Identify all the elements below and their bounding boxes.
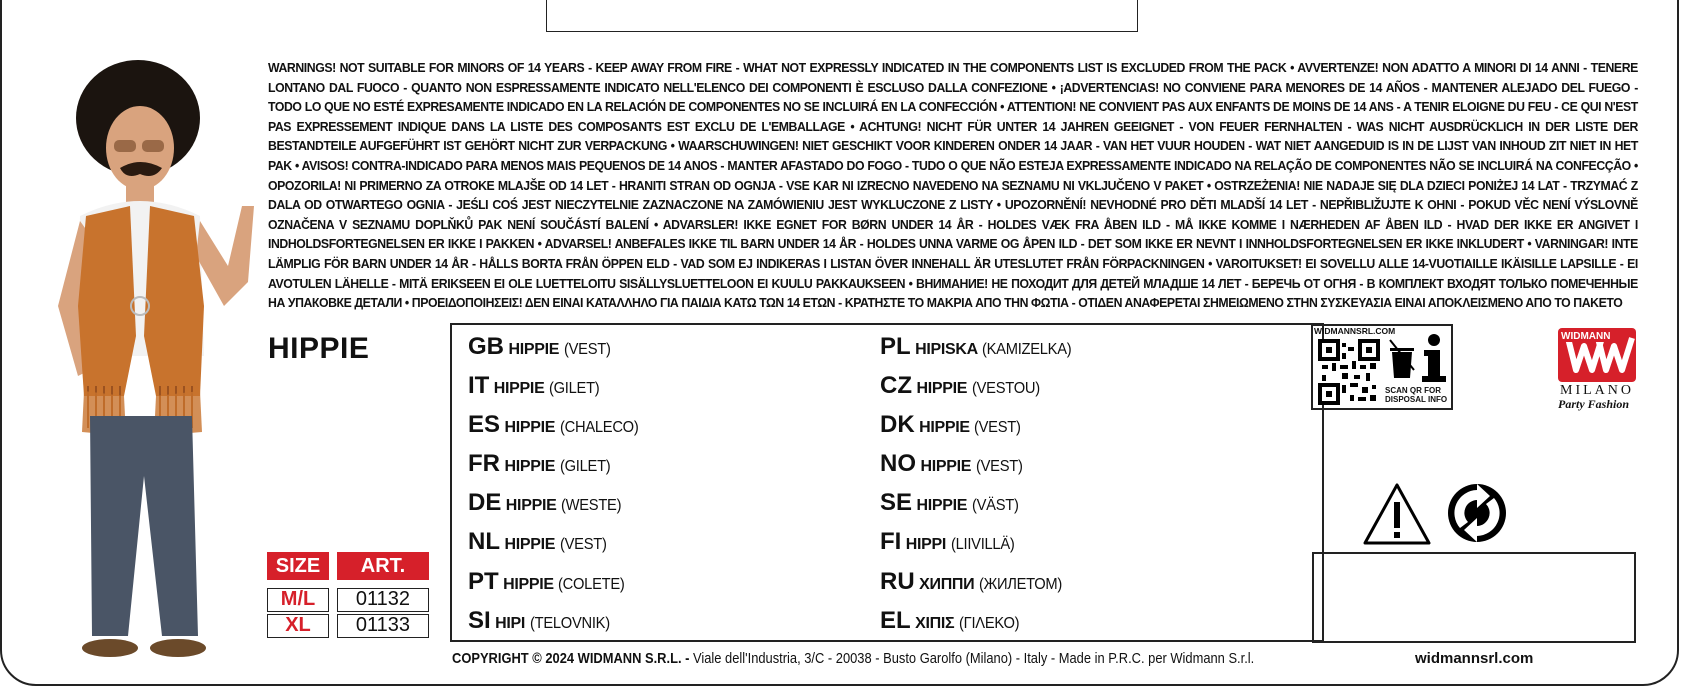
lang-row-nl [468, 528, 610, 556]
company-address: Viale dell'Industria, 3/C - 20038 - Busto Garolfo (Milano) - Italy - Made in P.R.C. per Widmann S.r.l. [689, 650, 1255, 667]
lang-code: NO [880, 450, 916, 477]
lang-item: (GILET) [559, 458, 610, 475]
lang-name: HIPPIE [503, 576, 554, 593]
lang-name: HIPI [495, 615, 526, 632]
logo-city: MILANO [1560, 383, 1634, 398]
lang-row-cz [880, 372, 1045, 400]
lang-row-se [880, 489, 1022, 517]
lang-row-de [468, 489, 626, 517]
lang-name: HIPPIE [504, 419, 556, 436]
logo-tagline: Party Fashion [1558, 397, 1630, 411]
lang-item: (VEST) [559, 536, 607, 553]
lang-code: FR [468, 450, 500, 477]
qr-site-label: WIDMANNSRL.COM [1314, 326, 1396, 336]
art-value: 01132 [337, 588, 429, 612]
qr-scan-text: SCAN QR FOR DISPOSAL INFO [1385, 386, 1448, 404]
lang-name: ХИППИ [919, 576, 975, 593]
warnings-text: WARNINGS! NOT SUITABLE FOR MINORS OF 14 YEARS - KEEP AWAY FROM FIRE - WHAT NOT EXPRESSLY INDICATED IN THE COMPONENTS LIST IS EXCLUDED FROM THE PACK • AVVERTENZE! NON ADATTO A MINORI DI 14 ANNI - TENERE LONTANO DAL FUOCO - QUANTO NON ESPRESSAMENTE INDICATO NELL'ELENCO DEI COMPONENTI È ESCLUSO DALLA CONFEZIONE • ¡ADVERTENCIAS! NO CONVIENE PARA MENORES DE 14 AÑOS - MANTENER ALEJADO DEL FUEGO - TODO LO QUE NO ESTÉ EXPRESAMENTE INDICADO EN LA RELACIÓN DE COMPONENTES NO SE INCLUIRÁ EN LA CONFECCIÓN • ATTENTION! NE CONVIENT PAS AUX ENFANTS DE MOINS DE 14 ANS - A TENIR ELOIGNE DU FEU - CE QUI N'EST PAS EXPRESSEMENT INDIQUE DANS LA LISTE DES COMPOSANTS EST EXCLU DE L'EMBALLAGE • ACHTUNG! NICHT FÜR UNTER 14 JAHREN GEEIGNET - VON FEUER FERNHALTEN - WAS NICHT AUSDRÜCKLICH IN DER LISTE DER BESTANDTEILE AUFGEFÜHRT IST GEHÖRT NICHT ZUR VERPACKUNG • WAARSCHUWINGEN! NIET GESCHIKT VOOR KINDEREN ONDER 14 JAAR - VAN HET VUUR HOUDEN - WAT NIET AANGEDUID IS IN DE LIJST VAN INHOUD ZIT NIET IN HET PAK • AVISOS! CONTRA-INDICADO PARA MENOS MAIS PEQUENOS DE 14 ANOS - MANTER AFASTADO DO FOGO - TUDO O QUE NÃO ESTEJA EXPRESSAMENTE INDICADO NA RELAÇÃO DE COMPONENTES NÃO SE INCLUIRÁ NA CONFECÇÃO • OPOZORILA! NI PRIMERNO ZA OTROKE MLAJŠE OD 14 LET - HRANITI STRAN OD OGNJA - VSE KAR NI IZRECNO NAVEDENO NA SEZNAMU NI VKLJUČENO V PAKET • OSTRZEŻENIA! NIE NADAJE SIĘ DLA DZIECI PONIŻEJ 14 LAT - TRZYMAĆ Z DALA OD OTWARTEGO OGNIA - JEŚLI COŚ JEST NIECZYTELNIE ZAZNACZONE NA ZAMÓWIENIU JEST WYKLUCZONE Z LISTY • UPOZORNĚNÍ! NEVHODNÉ PRO DĚTI MLADŠÍ 14 LET - NEPŘIBLIŽUJTE K OHNI - POKUD VĚC NENÍ VÝSLOVNĚ OZNAČENA V SEZNAMU DOPLŇKŮ PAK NENÍ SOUČÁSTÍ BALENÍ • ADVARSLER! IKKE EGNET FOR BØRN UNDER 14 ÅR - HOLDES VÆK FRA ÅBEN ILD - MÅ IKKE KOMME I NÆRHEDEN AF ÅBEN ILD - HVAD DER IKKE ER ANGIVET I INDHOLDSFORTEGNELSEN ER IKKE I PAKKEN • ADVARSEL! ANBEFALES IKKE TIL BARN UNDER 14 ÅR - HOLDES UNNA VARME OG ÅPEN ILD - DET SOM IKKE ER NEVNT I INNHOLDSFORTEGNELSEN ER IKKE INKLUDERT • VARNINGAR! INTE LÄMPLIG FÖR BARN UNDER 14 ÅR - HÅLLS BORTA FRÅN ÖPPEN ELD - VAD SOM EJ INDIKERAS I LISTAN ÖVER INNEHALL ÄR UTESLUTET FRÅN FÖRPACKNINGEN • VAROITUKSET! EI SOVELLU ALLE 14-VUOTIAILLE IKÄISILLE LAPSILLE - EI AVOTULEN LÄHELLE - MITÄ ERIKSEEN EI OLE LUETTELOITU SISÄLLYSLUETTELOON EI KUULU PAKKAUKSEEN • ВНИМАНИЕ! НЕ ПОХОДИТ ДЛЯ ДЕТЕЙ МЛАДШЕ 14 ЛЕТ - БЕРЕЧЬ ОТ ОГНЯ - В КОМПЛЕКТ ВХОДЯТ ТОЛЬКО ПОМЕЧЕННЫЕ НА УПАКОВКЕ ДЕТАЛИ • ΠΡΟΕΙΔΟΠΟΙΗΣΕΙΣ! ΔΕΝ ΕΙΝΑΙ ΚΑΤΑΛΛΗΛΟ ΓΙΑ ΠΑΙΔΙΑ ΚΑΤΩ ΤΩΝ 14 ΕΤΩΝ - ΚΡΑΤΗΣΤΕ ΤΟ ΜΑΚΡΙΑ ΑΠΟ ΤΗΝ ΦΩΤΙΑ - ΟΤΙΔΕΝ ΑΝΑΦΕΡΕΤΑΙ ΣΗΜΕΙΩΜΕΝΟ ΣΤΗΝ ΣΥΣΚΕΥΑΣΙΑ ΕΙΝΑΙ ΑΠΟΚΛΕΙΣΜΕΝΟ ΑΠΟ ΤΟ ΠΑΚΕΤΟ [268, 60, 1638, 311]
website-text: widmannsrl.com [1415, 650, 1534, 667]
lang-item: (WESTE) [560, 497, 622, 514]
lang-item: (LIIVILLÄ) [950, 536, 1015, 553]
warning-triangle-icon [1362, 482, 1432, 546]
lang-name: HIPPIE [920, 458, 972, 475]
green-dot-recycling-icon [1446, 482, 1508, 544]
lang-item: (CHALECO) [559, 419, 639, 436]
lang-row-es [468, 411, 645, 439]
size-header: SIZE [267, 552, 329, 580]
lang-name: HIPPIE [916, 497, 968, 514]
lang-name: HIPISKA [915, 341, 978, 358]
size-value: XL [267, 614, 329, 638]
lang-row-dk [880, 411, 1025, 439]
lang-name: HIPPIE [916, 380, 968, 397]
size-value: M/L [267, 588, 329, 612]
lang-code: DK [880, 411, 915, 438]
top-label-box [546, 0, 1138, 32]
lang-row-pt [468, 568, 631, 596]
lang-code: EL [880, 607, 911, 634]
lang-row-it [468, 372, 604, 400]
art-header: ART. [337, 552, 429, 580]
lang-row-fi [880, 528, 1020, 556]
lang-code: FI [880, 528, 902, 555]
lang-row-gb [468, 333, 614, 361]
lang-code: DE [468, 489, 502, 516]
product-title: HIPPIE [268, 332, 370, 365]
lang-item: (ЖИЛЕТОМ) [978, 576, 1062, 593]
lang-code: GB [468, 333, 504, 360]
lang-item: (VEST) [975, 458, 1023, 475]
lang-code: IT [468, 372, 490, 399]
lang-row-el [880, 607, 1024, 635]
lang-row-ru [880, 568, 1069, 596]
lang-name: HIPPIE [504, 458, 556, 475]
logo-brand: WIDMANN [1561, 331, 1611, 342]
lang-code: CZ [880, 372, 912, 399]
qr-code-icon [1318, 339, 1380, 405]
recycle-bin-info-icon [1388, 330, 1450, 386]
copyright-line [452, 650, 1254, 667]
lang-item: (TELOVNIK) [529, 615, 610, 632]
lang-item: (VESTOU) [971, 380, 1040, 397]
lang-item: (VEST) [563, 341, 611, 358]
lang-item: (KAMIZELKA) [982, 341, 1072, 358]
hippie-costume-model-image [28, 56, 268, 668]
lang-code: RU [880, 568, 915, 595]
lang-code: NL [468, 528, 500, 555]
lang-row-si [468, 607, 616, 635]
blank-label-box [1312, 552, 1636, 643]
lang-item: (GILET) [548, 380, 600, 397]
lang-row-fr [468, 450, 614, 478]
lang-row-pl [880, 333, 1080, 361]
lang-name: HIPPI [905, 536, 947, 553]
lang-row-no [880, 450, 1026, 478]
lang-code: PL [880, 333, 911, 360]
art-value: 01133 [337, 614, 429, 638]
lang-item: (VÄST) [971, 497, 1019, 514]
copyright-bold: COPYRIGHT © 2024 WIDMANN S.R.L. - [452, 650, 690, 667]
lang-item: (COLETE) [558, 576, 625, 593]
lang-item: (VEST) [974, 419, 1021, 436]
lang-code: PT [468, 568, 499, 595]
lang-code: SE [880, 489, 913, 516]
lang-name: ΧΙΠΙΣ [915, 615, 955, 632]
lang-code: SI [468, 607, 491, 634]
lang-name: HIPPIE [508, 341, 560, 358]
lang-name: HIPPIE [919, 419, 970, 436]
lang-item: (ΓΙΛΕΚΟ) [958, 615, 1020, 632]
lang-name: HIPPIE [505, 497, 557, 514]
lang-code: ES [468, 411, 501, 438]
lang-name: HIPPIE [493, 380, 545, 397]
lang-name: HIPPIE [504, 536, 556, 553]
